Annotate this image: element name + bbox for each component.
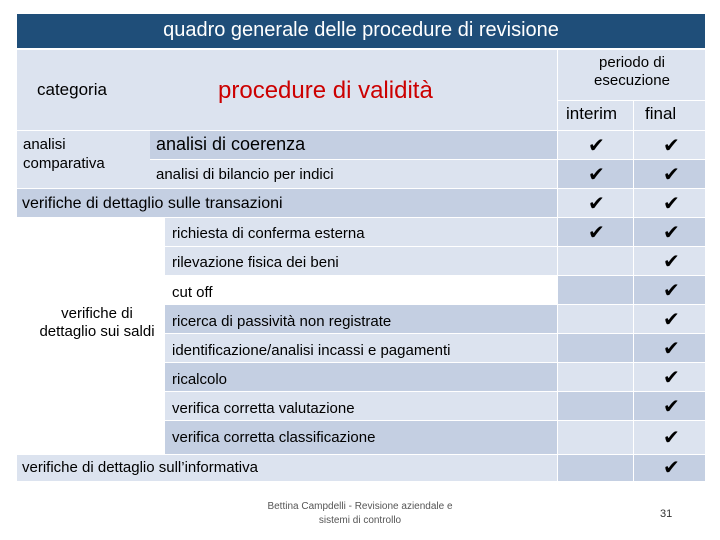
row-label: verifiche di dettaglio sulle transazioni — [22, 195, 283, 212]
checkmark-icon: ✔ — [663, 455, 680, 479]
check-cell — [557, 130, 705, 159]
header-final: final — [645, 104, 677, 123]
check-cell — [557, 454, 705, 481]
checkmark-icon: ✔ — [588, 220, 605, 244]
header-interim: interim — [566, 104, 618, 123]
row-label: ricalcolo — [172, 371, 228, 388]
row-divider — [165, 391, 705, 392]
row-label: ricerca di passività non registrate — [172, 313, 392, 330]
row-label: analisi di bilancio per indici — [156, 166, 334, 183]
checkmark-icon: ✔ — [663, 394, 680, 418]
row-label: cut off — [172, 284, 213, 301]
row-label: analisi di coerenza — [156, 134, 306, 154]
row-divider — [17, 130, 705, 131]
row-divider — [165, 420, 705, 421]
category-verifiche-saldi: verifiche di dettaglio sui saldi — [39, 305, 155, 340]
row-label: verifica corretta valutazione — [172, 400, 355, 417]
checkmark-icon: ✔ — [588, 133, 605, 157]
checkmark-icon: ✔ — [663, 278, 680, 302]
row-label: verifiche di dettaglio sull’informativa — [22, 459, 258, 476]
checkmark-icon: ✔ — [588, 162, 605, 186]
checkmark-icon: ✔ — [663, 191, 680, 215]
row-divider — [165, 246, 705, 247]
row-label: verifica corretta classificazione — [172, 429, 376, 446]
checkmark-icon: ✔ — [663, 336, 680, 360]
check-cell — [557, 333, 705, 362]
check-cell — [557, 217, 705, 246]
check-cell — [557, 275, 705, 304]
row-label: rilevazione fisica dei beni — [172, 254, 339, 271]
check-cell — [557, 188, 705, 217]
row-divider — [165, 275, 705, 276]
checkmark-icon: ✔ — [663, 365, 680, 389]
check-cell — [557, 304, 705, 333]
row-divider — [17, 217, 705, 218]
column-divider — [633, 100, 634, 481]
row-label: identificazione/analisi incassi e pagamenti — [172, 342, 451, 359]
check-cell — [557, 362, 705, 391]
row-divider — [557, 100, 705, 101]
check-cell — [557, 159, 705, 188]
header-periodo: periodo di esecuzione — [594, 54, 670, 89]
checkmark-icon: ✔ — [663, 249, 680, 273]
footer-line-2: sistemi di controllo — [318, 515, 402, 526]
column-divider — [557, 50, 558, 481]
checkmark-icon: ✔ — [588, 191, 605, 215]
row-divider — [17, 454, 705, 455]
checkmark-icon: ✔ — [663, 307, 680, 331]
row-divider — [165, 333, 705, 334]
checkmark-icon: ✔ — [663, 425, 680, 449]
header-procedure: procedure di validità — [218, 77, 433, 104]
check-cell — [557, 420, 705, 454]
row-divider — [17, 188, 705, 189]
row-divider — [150, 159, 705, 160]
checkmark-icon: ✔ — [663, 162, 680, 186]
row-bg — [165, 275, 557, 304]
footer-line-1: Bettina Campdelli - Revisione aziendale e — [267, 501, 453, 512]
checkmark-icon: ✔ — [663, 133, 680, 157]
checkmark-icon: ✔ — [663, 220, 680, 244]
footer-author — [245, 500, 475, 528]
row-label: richiesta di conferma esterna — [172, 225, 365, 242]
category-analisi: analisi comparativa — [23, 136, 105, 172]
row-divider — [165, 362, 705, 363]
check-cell — [557, 246, 705, 275]
slide-title: quadro generale delle procedure di revisione — [17, 14, 705, 48]
header-categoria: categoria — [37, 80, 107, 99]
check-cell — [557, 391, 705, 420]
page-number: 31 — [660, 508, 673, 520]
row-divider — [165, 304, 705, 305]
